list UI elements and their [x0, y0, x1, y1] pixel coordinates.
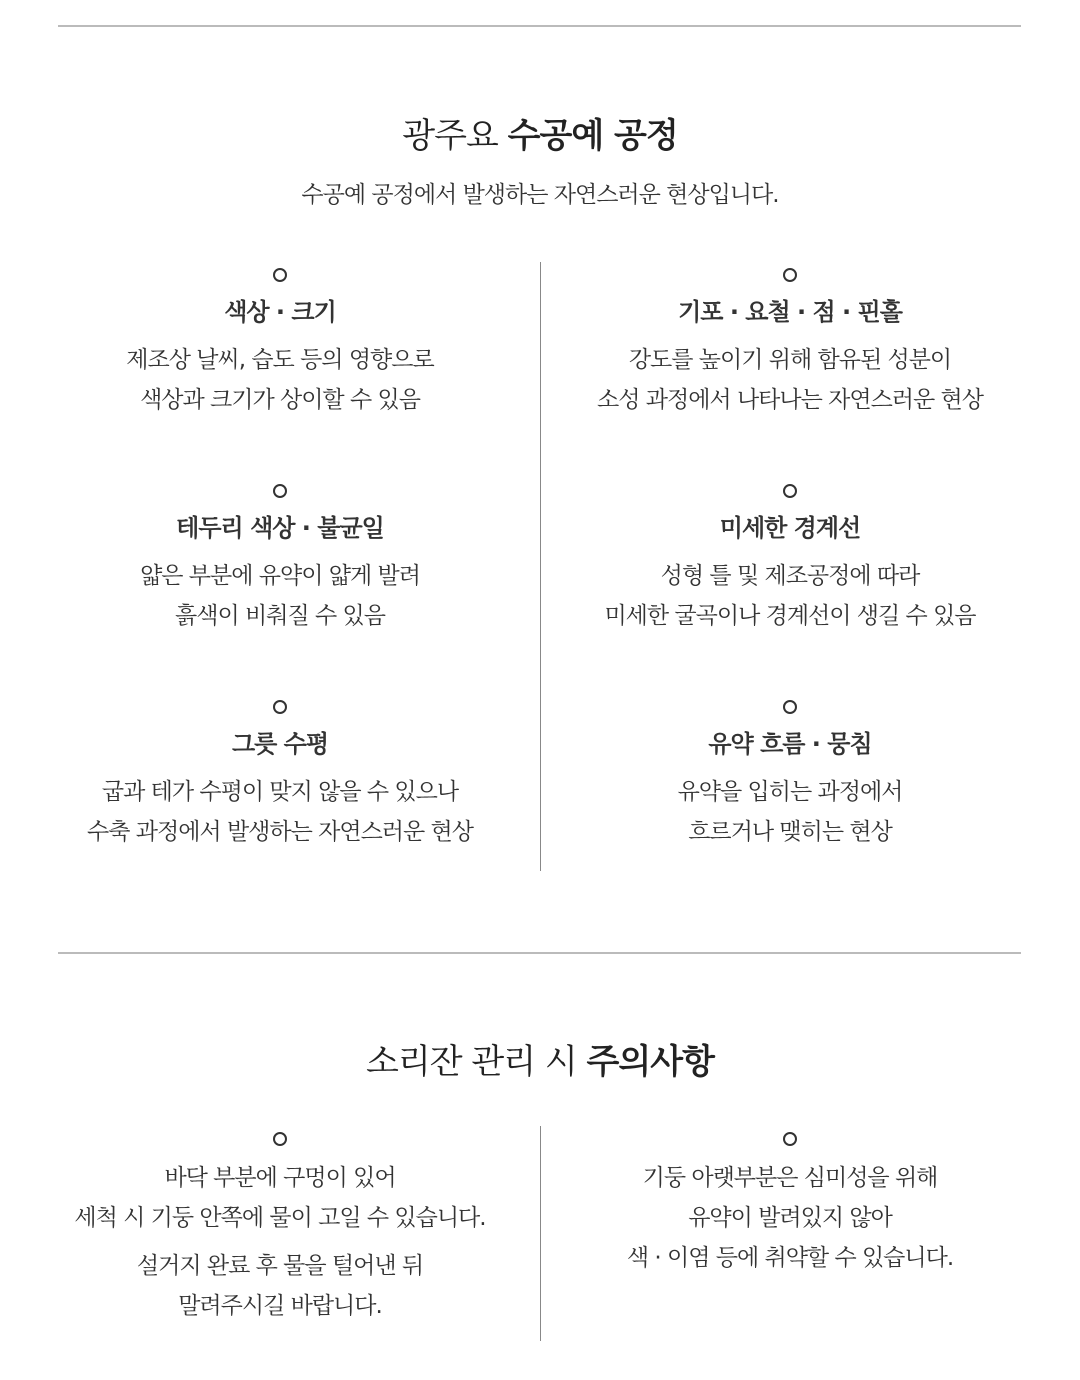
care-item-drainage	[10, 1132, 550, 1326]
description-line: 바닥 부분에 구멍이 있어	[164, 1165, 396, 1191]
circle-icon	[783, 1132, 797, 1146]
description-line: 미세한 굴곡이나 경계선이 생길 수 있음	[604, 603, 976, 629]
feature-title: 기포 · 요철 · 점 · 핀홀	[678, 298, 902, 326]
feature-description	[10, 340, 550, 420]
circle-icon	[783, 484, 797, 498]
circle-icon	[783, 268, 797, 282]
circle-icon	[273, 268, 287, 282]
description-line: 소성 과정에서 나타나는 자연스러운 현상	[597, 387, 983, 413]
description-line: 얇은 부분에 유약이 얇게 발려	[140, 563, 420, 589]
description-line: 수축 과정에서 발생하는 자연스러운 현상	[87, 819, 473, 845]
top-horizontal-rule	[58, 25, 1021, 27]
middle-horizontal-rule	[58, 952, 1021, 954]
feature-item-color-size	[10, 268, 550, 420]
feature-item-bubbles-pinholes	[520, 268, 1060, 420]
circle-icon	[273, 1132, 287, 1146]
description-line: 색상과 크기가 상이할 수 있음	[140, 387, 420, 413]
section-subtitle: 수공예 공정에서 발생하는 자연스러운 현상입니다.	[301, 182, 779, 208]
feature-title: 색상 · 크기	[224, 298, 336, 326]
circle-icon	[273, 700, 287, 714]
description-line: 성형 틀 및 제조공정에 따라	[660, 563, 920, 589]
feature-description	[520, 772, 1060, 852]
feature-description	[520, 556, 1060, 636]
section-title-regular: 소리잔 관리 시	[366, 1042, 587, 1082]
description-line: 기둥 아랫부분은 심미성을 위해	[642, 1165, 938, 1191]
feature-item-fine-seam	[520, 484, 1060, 636]
description-line: 유약이 발려있지 않아	[688, 1205, 892, 1231]
care-paragraph	[10, 1158, 550, 1238]
care-paragraph	[10, 1246, 550, 1326]
section-title-handcraft	[0, 108, 1080, 157]
feature-item-rim-color	[10, 484, 550, 636]
care-description	[520, 1158, 1060, 1278]
description-line: 흐르거나 맺히는 현상	[688, 819, 892, 845]
circle-icon	[783, 700, 797, 714]
feature-description	[520, 340, 1060, 420]
description-line: 세척 시 기둥 안쪽에 물이 고일 수 있습니다.	[74, 1205, 486, 1231]
section-title-regular: 광주요	[402, 116, 508, 156]
section-title-care	[0, 1034, 1080, 1083]
description-line: 제조상 날씨, 습도 등의 영향으로	[126, 347, 434, 373]
description-line: 유약을 입히는 과정에서	[677, 779, 903, 805]
feature-title: 그릇 수평	[231, 730, 329, 758]
feature-description	[10, 556, 550, 636]
section-title-bold: 주의사항	[586, 1042, 714, 1082]
feature-description	[10, 772, 550, 852]
care-item-unglazed-base	[520, 1132, 1060, 1278]
feature-item-level	[10, 700, 550, 852]
section-title-bold: 수공예 공정	[507, 116, 678, 156]
feature-item-glaze-flow	[520, 700, 1060, 852]
description-line: 굽과 테가 수평이 맞지 않을 수 있으나	[101, 779, 459, 805]
circle-icon	[273, 484, 287, 498]
description-line: 강도를 높이기 위해 함유된 성분이	[628, 347, 952, 373]
feature-title: 테두리 색상 · 불균일	[176, 514, 384, 542]
feature-title: 유약 흐름 · 뭉침	[708, 730, 872, 758]
feature-title: 미세한 경계선	[719, 514, 861, 542]
description-line: 색 · 이염 등에 취약할 수 있습니다.	[626, 1245, 954, 1271]
description-line: 말려주시길 바랍니다.	[178, 1293, 382, 1319]
care-description	[10, 1158, 550, 1326]
care-paragraph	[520, 1158, 1060, 1278]
description-line: 흙색이 비춰질 수 있음	[175, 603, 385, 629]
description-line: 설거지 완료 후 물을 털어낸 뒤	[136, 1253, 424, 1279]
